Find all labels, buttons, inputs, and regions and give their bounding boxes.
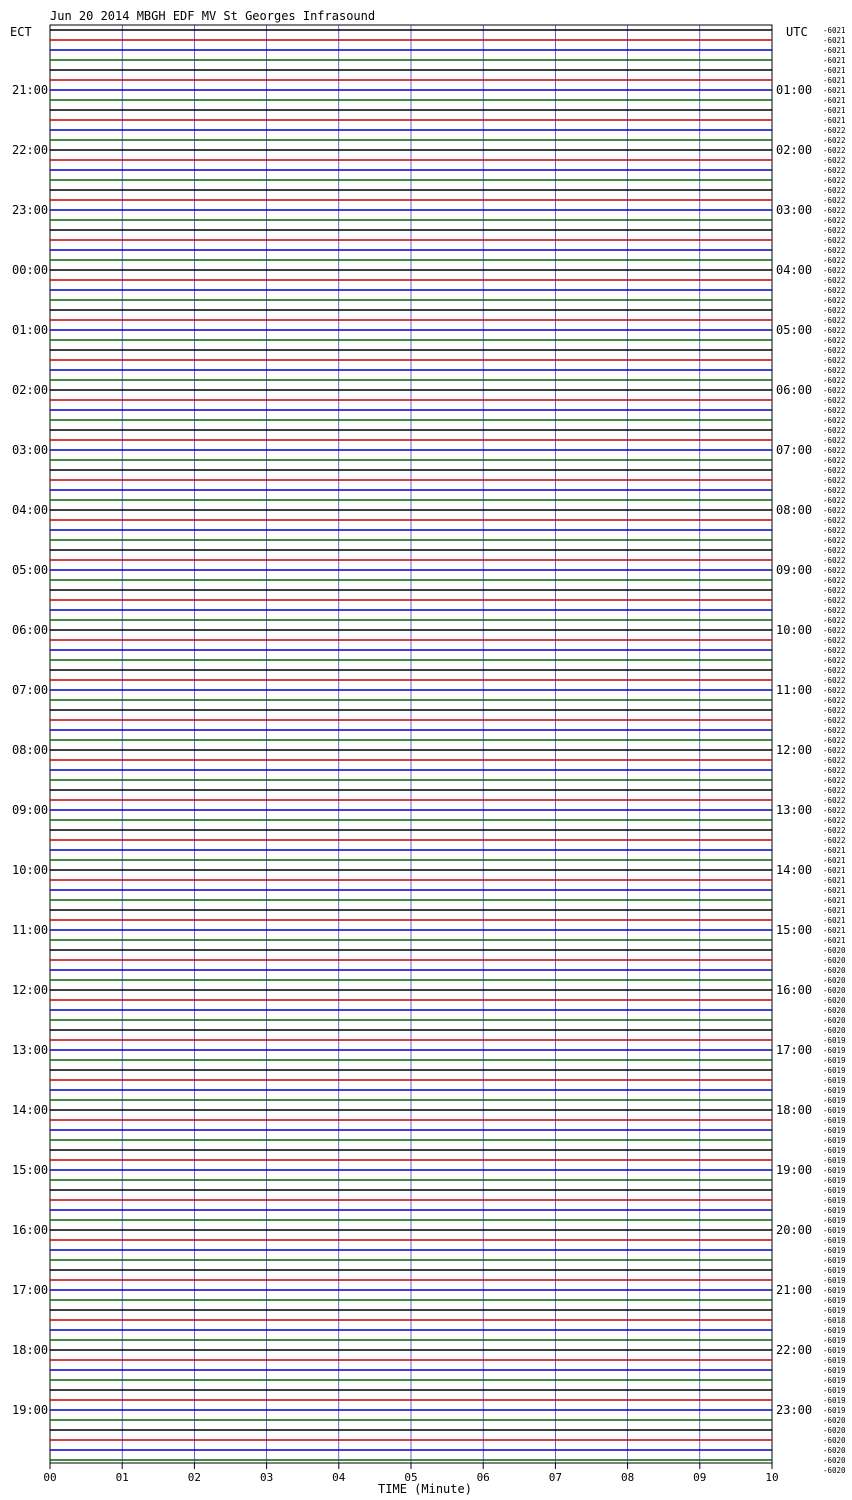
trace-offset-label: -6022 [823, 296, 846, 305]
trace-offset-label: -6022 [823, 776, 846, 785]
trace-offset-label: -6022 [823, 126, 846, 135]
trace-offset-label: -6022 [823, 446, 846, 455]
trace-offset-label: -6020 [823, 1026, 846, 1035]
trace-offset-label: -6022 [823, 136, 846, 145]
trace-offset-label: -6019 [823, 1146, 846, 1155]
trace-offset-label: -6019 [823, 1166, 846, 1175]
trace-offset-label: -6020 [823, 976, 846, 985]
trace-offset-label: -6022 [823, 176, 846, 185]
trace-offset-label: -6021 [823, 926, 846, 935]
trace-offset-label: -6019 [823, 1276, 846, 1285]
trace-offset-label: -6019 [823, 1406, 846, 1415]
trace-offset-label: -6022 [823, 716, 846, 725]
right-hour-label: 04:00 [776, 263, 813, 277]
trace-offset-label: -6020 [823, 996, 846, 1005]
left-hour-label: 01:00 [12, 323, 49, 337]
x-axis-ticks [43, 1463, 778, 1484]
left-hour-label: 00:00 [12, 263, 49, 277]
trace-offset-label: -6022 [823, 166, 846, 175]
right-hour-label: 13:00 [776, 803, 813, 817]
trace-offset-label: -6019 [823, 1216, 846, 1225]
trace-offset-label: -6022 [823, 566, 846, 575]
trace-offset-label: -6022 [823, 796, 846, 805]
trace-offset-label: -6021 [823, 96, 846, 105]
trace-offset-label: -6022 [823, 206, 846, 215]
trace-offset-label: -6021 [823, 896, 846, 905]
trace-offset-label: -6019 [823, 1376, 846, 1385]
x-tick-label: 08 [620, 1471, 635, 1484]
trace-offset-label: -6020 [823, 1466, 846, 1475]
right-hour-label: 17:00 [776, 1043, 813, 1057]
left-hour-label: 15:00 [12, 1163, 49, 1177]
left-hour-label: 05:00 [12, 563, 49, 577]
trace-offset-label: -6021 [823, 36, 846, 45]
left-hour-label: 03:00 [12, 443, 49, 457]
x-axis-label: TIME (Minute) [378, 1482, 472, 1496]
trace-offset-label: -6022 [823, 656, 846, 665]
right-hour-label: 15:00 [776, 923, 813, 937]
trace-offset-label: -6022 [823, 346, 846, 355]
right-hour-label: 09:00 [776, 563, 813, 577]
trace-offset-label: -6019 [823, 1306, 846, 1315]
right-hour-label: 08:00 [776, 503, 813, 517]
trace-offset-label: -6020 [823, 1436, 846, 1445]
trace-offset-label: -6022 [823, 316, 846, 325]
trace-offset-label: -6022 [823, 256, 846, 265]
trace-offset-label: -6019 [823, 1366, 846, 1375]
trace-offset-label: -6022 [823, 146, 846, 155]
trace-offset-label: -6019 [823, 1326, 846, 1335]
right-hour-label: 23:00 [776, 1403, 813, 1417]
trace-offset-label: -6019 [823, 1116, 846, 1125]
x-tick-label: 06 [476, 1471, 490, 1484]
trace-offset-label: -6022 [823, 636, 846, 645]
trace-offset-label: -6022 [823, 436, 846, 445]
trace-offset-label: -6022 [823, 646, 846, 655]
x-tick-label: 07 [548, 1471, 563, 1484]
trace-offset-label: -6022 [823, 596, 846, 605]
left-hour-label: 17:00 [12, 1283, 49, 1297]
trace-offset-label: -6022 [823, 816, 846, 825]
trace-offset-label: -6019 [823, 1236, 846, 1245]
trace-offset-label: -6022 [823, 366, 846, 375]
trace-offset-label: -6022 [823, 536, 846, 545]
trace-offset-label: -6022 [823, 466, 846, 475]
trace-offset-label: -6022 [823, 726, 846, 735]
trace-offset-label: -6022 [823, 706, 846, 715]
trace-offset-label: -6022 [823, 526, 846, 535]
trace-offset-label: -6020 [823, 966, 846, 975]
trace-offset-label: -6022 [823, 746, 846, 755]
trace-offset-label: -6022 [823, 216, 846, 225]
trace-offset-label: -6022 [823, 276, 846, 285]
trace-offset-label: -6022 [823, 496, 846, 505]
trace-offset-label: -6022 [823, 556, 846, 565]
trace-offset-label: -6022 [823, 666, 846, 675]
trace-offset-label: -6019 [823, 1266, 846, 1275]
trace-offset-label: -6022 [823, 676, 846, 685]
right-hour-label: 16:00 [776, 983, 813, 997]
left-hour-label: 02:00 [12, 383, 49, 397]
left-hour-label: 21:00 [12, 83, 49, 97]
trace-offset-label: -6022 [823, 406, 846, 415]
trace-offset-label: -6022 [823, 476, 846, 485]
trace-offset-label: -6020 [823, 1416, 846, 1425]
trace-offset-label: -6019 [823, 1336, 846, 1345]
trace-offset-label: -6022 [823, 356, 846, 365]
trace-offset-label: -6022 [823, 806, 846, 815]
right-hour-label: 10:00 [776, 623, 813, 637]
trace-offset-label: -6021 [823, 76, 846, 85]
trace-offset-label: -6020 [823, 1016, 846, 1025]
chart-title: Jun 20 2014 MBGH EDF MV St Georges Infrasound [50, 9, 376, 23]
left-zone-label: ECT [10, 25, 32, 39]
trace-offset-label: -6020 [823, 956, 846, 965]
left-hour-label: 13:00 [12, 1043, 49, 1057]
trace-offset-label: -6022 [823, 616, 846, 625]
trace-offset-label: -6021 [823, 86, 846, 95]
trace-offset-label: -6021 [823, 66, 846, 75]
x-tick-label: 10 [765, 1471, 779, 1484]
trace-offset-label: -6019 [823, 1196, 846, 1205]
trace-offset-label: -6022 [823, 606, 846, 615]
trace-offset-label: -6019 [823, 1066, 846, 1075]
trace-offset-label: -6022 [823, 756, 846, 765]
trace-offset-label: -6022 [823, 246, 846, 255]
trace-offset-label: -6022 [823, 236, 846, 245]
trace-offset-label: -6021 [823, 856, 846, 865]
left-hour-label: 12:00 [12, 983, 49, 997]
trace-offset-label: -6022 [823, 626, 846, 635]
trace-offset-label: -6022 [823, 786, 846, 795]
trace-offset-label: -6020 [823, 946, 846, 955]
trace-offset-label: -6021 [823, 106, 846, 115]
trace-offset-label: -6022 [823, 386, 846, 395]
trace-offset-label: -6022 [823, 196, 846, 205]
right-hour-label: 06:00 [776, 383, 813, 397]
trace-offset-label: -6021 [823, 46, 846, 55]
trace-offset-label: -6021 [823, 916, 846, 925]
trace-offset-label: -6019 [823, 1226, 846, 1235]
left-hour-label: 19:00 [12, 1403, 49, 1417]
trace-offset-label: -6019 [823, 1186, 846, 1195]
trace-offset-label: -6022 [823, 486, 846, 495]
left-hour-label: 04:00 [12, 503, 49, 517]
trace-offset-label: -6021 [823, 26, 846, 35]
left-hour-label: 18:00 [12, 1343, 49, 1357]
trace-offset-label: -6022 [823, 306, 846, 315]
trace-offset-label: -6020 [823, 1456, 846, 1465]
trace-offset-label: -6022 [823, 226, 846, 235]
trace-offset-label: -6022 [823, 766, 846, 775]
right-hour-label: 21:00 [776, 1283, 813, 1297]
right-hour-label: 14:00 [776, 863, 813, 877]
left-hour-label: 07:00 [12, 683, 49, 697]
trace-offset-label: -6019 [823, 1056, 846, 1065]
trace-offset-label: -6019 [823, 1206, 846, 1215]
trace-offset-label: -6019 [823, 1176, 846, 1185]
right-hour-label: 11:00 [776, 683, 813, 697]
trace-offset-label: -6019 [823, 1286, 846, 1295]
right-hour-label: 07:00 [776, 443, 813, 457]
x-tick-label: 03 [259, 1471, 274, 1484]
trace-offset-label: -6022 [823, 396, 846, 405]
trace-offset-label: -6019 [823, 1396, 846, 1405]
trace-offset-label: -6022 [823, 516, 846, 525]
left-hour-label: 10:00 [12, 863, 49, 877]
right-hour-label: 05:00 [776, 323, 813, 337]
trace-offset-label: -6022 [823, 336, 846, 345]
trace-offset-label: -6022 [823, 286, 846, 295]
trace-offset-label: -6019 [823, 1076, 846, 1085]
right-hour-label: 20:00 [776, 1223, 813, 1237]
trace-offset-label: -6022 [823, 266, 846, 275]
trace-offset-label: -6018 [823, 1316, 846, 1325]
x-tick-label: 00 [43, 1471, 57, 1484]
trace-offset-label: -6022 [823, 686, 846, 695]
trace-offset-label: -6021 [823, 56, 846, 65]
trace-offset-label: -6020 [823, 986, 846, 995]
trace-offset-label: -6020 [823, 1006, 846, 1015]
trace-offset-label: -6019 [823, 1126, 846, 1135]
trace-offset-label: -6019 [823, 1386, 846, 1395]
trace-offset-label: -6021 [823, 116, 846, 125]
trace-offset-label: -6022 [823, 736, 846, 745]
trace-offset-labels [823, 26, 846, 1475]
trace-offset-label: -6019 [823, 1356, 846, 1365]
trace-offset-label: -6022 [823, 506, 846, 515]
trace-offset-label: -6019 [823, 1346, 846, 1355]
trace-offset-label: -6022 [823, 416, 846, 425]
trace-offset-label: -6019 [823, 1086, 846, 1095]
left-hour-label: 08:00 [12, 743, 49, 757]
trace-offset-label: -6022 [823, 426, 846, 435]
x-tick-label: 09 [693, 1471, 707, 1484]
trace-offset-label: -6021 [823, 866, 846, 875]
trace-offset-label: -6019 [823, 1296, 846, 1305]
trace-offset-label: -6022 [823, 546, 846, 555]
right-hour-labels [776, 83, 812, 1417]
right-hour-label: 01:00 [776, 83, 813, 97]
trace-offset-label: -6019 [823, 1106, 846, 1115]
trace-offset-label: -6022 [823, 696, 846, 705]
x-tick-label: 02 [187, 1471, 202, 1484]
trace-offset-label: -6022 [823, 456, 846, 465]
x-tick-label: 04 [332, 1471, 346, 1484]
trace-offset-label: -6021 [823, 846, 846, 855]
trace-offset-label: -6019 [823, 1246, 846, 1255]
trace-offset-label: -6021 [823, 876, 846, 885]
right-hour-label: 18:00 [776, 1103, 813, 1117]
right-hour-label: 02:00 [776, 143, 813, 157]
right-zone-label: UTC [786, 25, 808, 39]
right-hour-label: 19:00 [776, 1163, 813, 1177]
trace-offset-label: -6022 [823, 826, 846, 835]
trace-offset-label: -6019 [823, 1256, 846, 1265]
trace-offset-label: -6022 [823, 186, 846, 195]
trace-offset-label: -6021 [823, 936, 846, 945]
left-hour-label: 23:00 [12, 203, 49, 217]
left-hour-label: 22:00 [12, 143, 49, 157]
trace-offset-label: -6020 [823, 1446, 846, 1455]
left-hour-label: 09:00 [12, 803, 49, 817]
trace-offset-label: -6020 [823, 1426, 846, 1435]
x-tick-label: 01 [115, 1471, 129, 1484]
x-tick-label: 05 [404, 1471, 418, 1484]
trace-offset-label: -6022 [823, 836, 846, 845]
left-hour-label: 11:00 [12, 923, 49, 937]
trace-offset-label: -6019 [823, 1096, 846, 1105]
left-hour-label: 06:00 [12, 623, 49, 637]
left-hour-label: 16:00 [12, 1223, 49, 1237]
trace-offset-label: -6021 [823, 886, 846, 895]
trace-offset-label: -6019 [823, 1036, 846, 1045]
trace-offset-label: -6019 [823, 1046, 846, 1055]
trace-offset-label: -6022 [823, 376, 846, 385]
trace-offset-label: -6019 [823, 1156, 846, 1165]
trace-offset-label: -6022 [823, 156, 846, 165]
right-hour-label: 12:00 [776, 743, 813, 757]
trace-offset-label: -6019 [823, 1136, 846, 1145]
right-hour-label: 03:00 [776, 203, 813, 217]
trace-offset-label: -6022 [823, 326, 846, 335]
trace-offset-label: -6021 [823, 906, 846, 915]
left-hour-labels [12, 83, 48, 1417]
left-hour-label: 14:00 [12, 1103, 49, 1117]
trace-offset-label: -6022 [823, 576, 846, 585]
right-hour-label: 22:00 [776, 1343, 813, 1357]
trace-offset-label: -6022 [823, 586, 846, 595]
